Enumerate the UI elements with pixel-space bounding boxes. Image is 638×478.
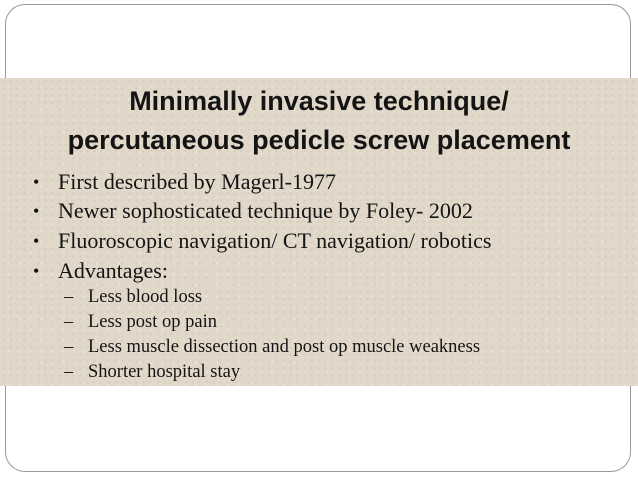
sub-bullet-dash-icon: –	[64, 337, 74, 357]
bullet-dot-icon: •	[33, 172, 40, 192]
sub-bullet-text: Less blood loss	[88, 287, 203, 307]
bullet-item	[33, 198, 473, 224]
sub-bullet-dash-icon: –	[64, 362, 74, 382]
slide-title-line-2: percutaneous pedicle screw placement	[67, 125, 571, 155]
sub-bullet-item	[64, 286, 202, 308]
bullet-item	[33, 258, 168, 284]
bullet-item	[33, 169, 336, 195]
sub-bullet-item	[64, 361, 240, 383]
bullet-text: Advantages:	[58, 258, 168, 283]
bullet-text: Fluoroscopic navigation/ CT navigation/ robotics	[58, 228, 492, 253]
sub-bullet-item	[64, 311, 217, 333]
sub-bullet-text: Less post op pain	[88, 312, 217, 332]
sub-bullet-text: Shorter hospital stay	[88, 362, 241, 382]
bullet-text: First described by Magerl-1977	[58, 169, 336, 194]
slide-title-line-1: Minimally invasive technique/	[129, 86, 509, 116]
sub-bullet-text: Less muscle dissection and post op muscle weakness	[88, 337, 481, 357]
bullet-dot-icon: •	[33, 261, 40, 281]
bullet-dot-icon: •	[33, 201, 40, 221]
sub-bullet-dash-icon: –	[64, 287, 74, 307]
bullet-item	[33, 228, 491, 254]
bullet-dot-icon: •	[33, 231, 40, 251]
bullet-text: Newer sophosticated technique by Foley- 2002	[58, 198, 473, 223]
sub-bullet-dash-icon: –	[64, 312, 74, 332]
sub-bullet-item	[64, 336, 480, 358]
